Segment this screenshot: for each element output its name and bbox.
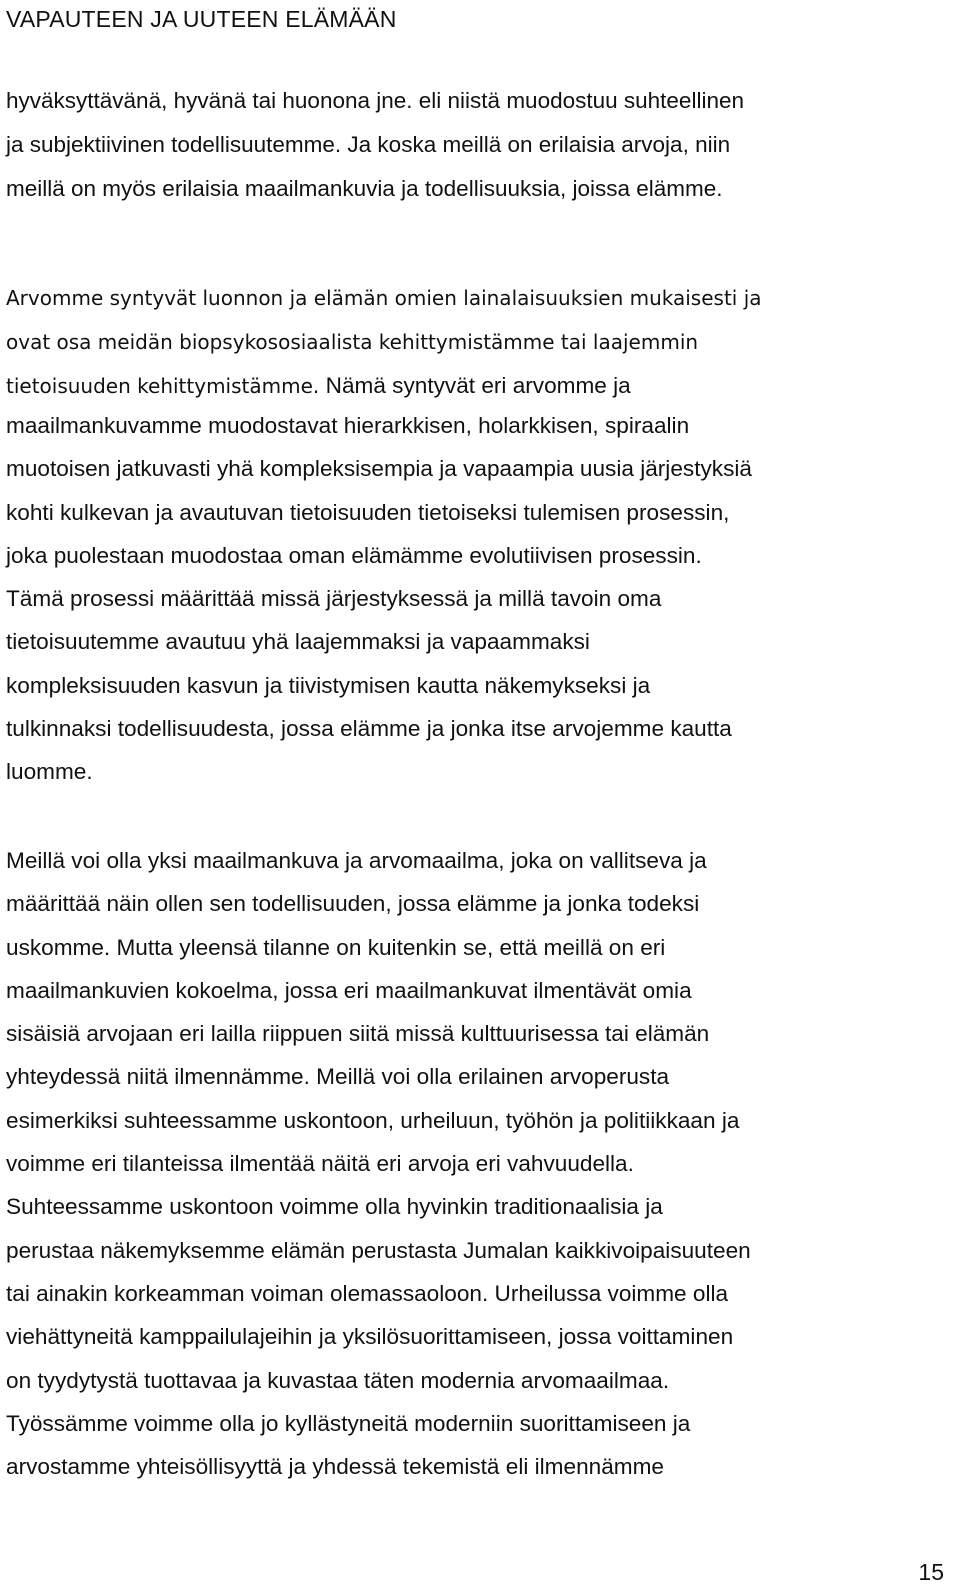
text-line: perustaa näkemyksemme elämän perustasta Jumalan kaikkivoipaisuuteen: [6, 1237, 751, 1263]
text-line: on tyydytystä tuottavaa ja kuvastaa täten modernia arvomaailmaa.: [6, 1367, 670, 1393]
running-header: VAPAUTEEN JA UUTEEN ELÄMÄÄN: [6, 6, 397, 32]
text-line: maailmankuvamme muodostavat hierarkkisen, holarkkisen, spiraalin: [6, 413, 690, 438]
text-line: joka puolestaan muodostaa oman elämämme evolutiivisen prosessin.: [6, 542, 702, 568]
text-line: Työssämme voimme olla jo kyllästyneitä moderniin suorittamiseen ja: [6, 1410, 691, 1436]
text-line: ja subjektiivinen todellisuutemme. Ja koska meillä on erilaisia arvoja, niin: [6, 132, 731, 157]
text-line: meillä on myös erilaisia maailmankuvia ja todellisuuksia, joissa elämme.: [6, 176, 723, 201]
text-line: kohti kulkevan ja avautuvan tietoisuuden tietoiseksi tulemisen prosessin,: [6, 499, 730, 525]
paragraph-2-opening: [6, 276, 762, 408]
text-line: arvostamme yhteisöllisyyttä ja yhdessä tekemistä eli ilmennämme: [6, 1454, 664, 1480]
text-segment: Nämä syntyvät eri arvomme ja: [325, 373, 631, 398]
text-line: määrittää näin ollen sen todellisuuden, jossa elämme ja jonka todeksi: [6, 891, 700, 917]
text-line: Meillä voi olla yksi maailmankuva ja arvomaailma, joka on vallitseva ja: [6, 848, 707, 873]
text-line: muotoisen jatkuvasti yhä kompleksisempia ja vapaampia uusia järjestyksiä: [6, 456, 752, 482]
text-line: tietoisuutemme avautuu yhä laajemmaksi ja vapaammaksi: [6, 629, 590, 655]
text-line: luomme.: [6, 759, 93, 785]
text-line: ovat osa meidän biopsykososiaalista kehittymistämme tai laajemmin: [6, 330, 699, 354]
text-line: uskomme. Mutta yleensä tilanne on kuitenkin se, että meillä on eri: [6, 934, 666, 960]
text-line: hyväksyttävänä, hyvänä tai huonona jne. eli niistä muodostuu suhteellinen: [6, 88, 744, 113]
text-line-mixed: [6, 364, 762, 408]
text-line: yhteydessä niitä ilmennämme. Meillä voi olla erilainen arvoperusta: [6, 1064, 670, 1090]
text-line: viehättyneitä kamppailulajeihin ja yksilösuorittamiseen, jossa voittaminen: [6, 1324, 734, 1350]
text-line: tulkinnaksi todellisuudesta, jossa elämme ja jonka itse arvojemme kautta: [6, 716, 732, 742]
text-line: tai ainakin korkeamman voiman olemassaoloon. Urheilussa voimme olla: [6, 1280, 729, 1306]
text-line: maailmankuvien kokoelma, jossa eri maailmankuvat ilmentävät omia: [6, 977, 692, 1003]
text-line: kompleksisuuden kasvun ja tiivistymisen kautta näkemykseksi ja: [6, 672, 651, 698]
text-line: sisäisiä arvojaan eri lailla riippuen siitä missä kulttuurisessa tai elämän: [6, 1021, 710, 1047]
text-line: Tämä prosessi määrittää missä järjestyksessä ja millä tavoin oma: [6, 586, 662, 612]
text-line: voimme eri tilanteissa ilmentää näitä eri arvoja eri vahvuudella.: [6, 1151, 634, 1177]
paragraph-3: [6, 839, 751, 1488]
paragraph-2-continuation: [6, 404, 752, 794]
text-line: Arvomme syntyvät luonnon ja elämän omien lainalaisuuksien mukaisesti ja: [6, 286, 762, 310]
page-number: 15: [918, 1559, 944, 1585]
text-line: Suhteessamme uskontoon voimme olla hyvinkin traditionaalisia ja: [6, 1194, 663, 1220]
paragraph-1: [6, 79, 744, 211]
text-segment: tietoisuuden kehittymistämme.: [6, 374, 320, 398]
text-line: esimerkiksi suhteessamme uskontoon, urheiluun, työhön ja politiikkaan ja: [6, 1107, 740, 1133]
